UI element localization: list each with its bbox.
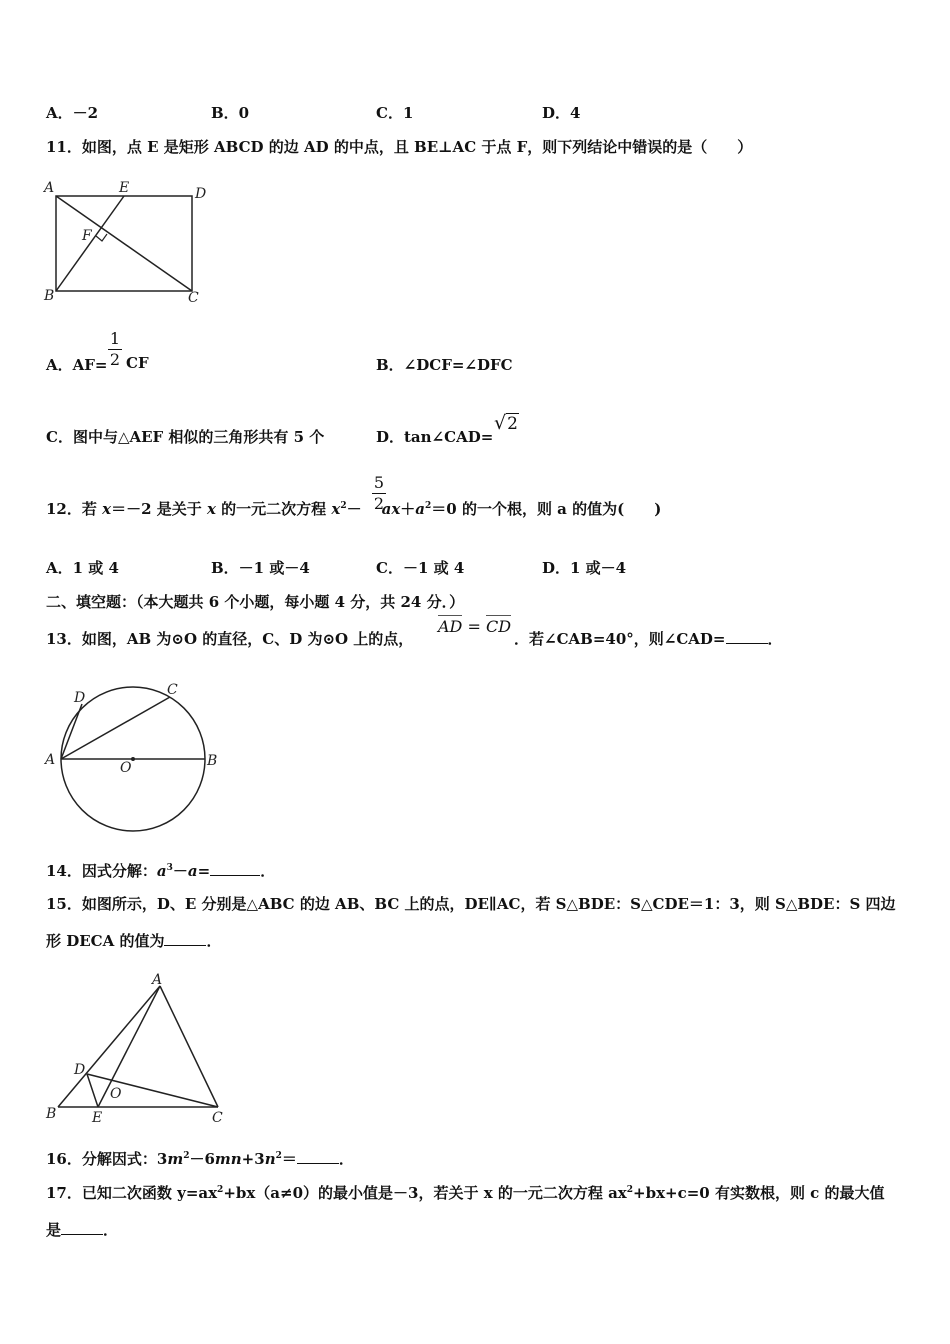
q15-label-d: D bbox=[74, 1062, 86, 1078]
q12-eq-sup: 2 bbox=[340, 501, 347, 511]
q11-label-c: C bbox=[188, 290, 199, 306]
q11-option-b: B．∠DCF=∠DFC bbox=[376, 356, 513, 374]
q16-mn: mn bbox=[214, 1150, 242, 1168]
q12-fraction-numerator: 5 bbox=[373, 473, 385, 492]
q12-eq-a: a bbox=[415, 500, 426, 518]
q12-eq-minus: － bbox=[346, 500, 362, 518]
q11-option-c: C．图中与△AEF 相似的三角形共有 5 个 bbox=[46, 428, 325, 446]
q13-figure-circle bbox=[42, 676, 226, 836]
q14-mid: － bbox=[172, 862, 188, 880]
q12-stem bbox=[46, 498, 661, 519]
q12-fraction-denominator: 2 bbox=[373, 494, 385, 513]
q13-stem-c: ． bbox=[767, 630, 783, 648]
q15-line-2-b: ． bbox=[206, 932, 222, 950]
q11-option-d-prefix: D．tan∠CAD= bbox=[376, 428, 494, 446]
q12-option-a: A．1 或 4 bbox=[46, 559, 119, 577]
q15-line-2 bbox=[46, 930, 221, 951]
q11-option-d-sqrt: √2 bbox=[494, 412, 518, 434]
q11-stem: 11．如图，点 E 是矩形 ABCD 的边 AD 的中点，且 BE⊥AC 于点 F，则下列结论中错误的是（ ） bbox=[46, 138, 753, 156]
q11-figure-rectangle bbox=[42, 176, 214, 306]
q15-answer-blank[interactable] bbox=[164, 931, 206, 946]
q16-mid1: －6 bbox=[189, 1150, 215, 1168]
q15-line-2-a: 形 DECA 的值为 bbox=[46, 932, 165, 950]
q17-line-1-c: +bx+c=0 有实数根，则 c 的最大值 bbox=[633, 1184, 885, 1202]
q13-label-d: D bbox=[74, 690, 86, 706]
q10-option-a: A．－2 bbox=[46, 104, 99, 122]
q14-question bbox=[46, 860, 275, 881]
q12-eq-plus: ＋ bbox=[400, 500, 416, 518]
q17-line-1 bbox=[46, 1182, 885, 1203]
q13-arc-ad: AD bbox=[438, 617, 463, 636]
q13-arc-eq: = bbox=[467, 617, 481, 636]
q14-sup: 3 bbox=[166, 863, 173, 873]
q16-answer-blank[interactable] bbox=[297, 1149, 339, 1164]
q16-end: ． bbox=[338, 1150, 354, 1168]
q12-fraction bbox=[372, 475, 386, 512]
q15-label-b: B bbox=[46, 1106, 57, 1122]
q12-stem-e: 的一元二次方程 bbox=[215, 500, 332, 518]
q10-option-c: C．1 bbox=[376, 104, 414, 122]
q15-line-1: 15．如图所示，D、E 分别是△ABC 的边 AB、BC 上的点，DE∥AC，若 S△BDE：S△CDE＝1：3，则 S△BDE：S 四边 bbox=[46, 895, 896, 913]
q15-label-a: A bbox=[152, 972, 163, 988]
q10-option-b: B．0 bbox=[211, 104, 250, 122]
q16-sup1: 2 bbox=[183, 1151, 190, 1161]
q17-line-1-b: +bx（a≠0）的最小值是－3，若关于 x 的一元二次方程 ax bbox=[223, 1184, 627, 1202]
q17-sup1: 2 bbox=[217, 1185, 224, 1195]
q16-sup2: 2 bbox=[275, 1151, 282, 1161]
q15-label-o: O bbox=[110, 1086, 122, 1102]
q12-eq-ax: ax bbox=[381, 500, 401, 518]
q17-line-2-b: ． bbox=[103, 1221, 119, 1239]
q13-stem-a: 13．如图，AB 为⊙O 的直径，C、D 为⊙O 上的点， bbox=[46, 630, 414, 648]
q15-label-e: E bbox=[92, 1110, 103, 1126]
q13-stem-b-text: ．若∠CAB=40°，则∠CAD= bbox=[514, 630, 726, 648]
q11-label-e: E bbox=[119, 180, 130, 196]
q14-eq: = bbox=[197, 862, 211, 880]
q11-option-a-fraction bbox=[108, 331, 122, 368]
q13-stem-b bbox=[514, 628, 783, 649]
q14-end: ． bbox=[260, 862, 276, 880]
q16-m: m bbox=[167, 1150, 184, 1168]
section-2-heading: 二、填空题：（本大题共 6 个小题，每小题 4 分，共 24 分．） bbox=[46, 593, 465, 611]
q14-a2: a bbox=[187, 862, 198, 880]
q16-question bbox=[46, 1148, 354, 1169]
q11-option-a-prefix: A．AF= bbox=[46, 356, 108, 374]
q11-fraction-numerator: 1 bbox=[109, 329, 121, 348]
q15-figure-triangle bbox=[42, 968, 228, 1128]
q16-eq: ＝ bbox=[281, 1150, 297, 1168]
q13-arc-cd: CD bbox=[485, 617, 512, 636]
q17-sup2: 2 bbox=[626, 1185, 634, 1195]
q12-stem-a: 12．若 bbox=[46, 500, 103, 518]
q14-answer-blank[interactable] bbox=[210, 861, 260, 876]
q17-line-2 bbox=[46, 1219, 118, 1240]
q15-label-c: C bbox=[212, 1110, 223, 1126]
q13-label-c: C bbox=[167, 682, 178, 698]
q11-sqrt-radicand: 2 bbox=[507, 414, 518, 434]
q11-option-a-suffix: CF bbox=[126, 354, 149, 372]
q12-stem-f: ＝0 的一个根，则 a 的值为( ) bbox=[431, 500, 662, 518]
q11-label-f: F bbox=[82, 228, 92, 244]
q12-var-x: x bbox=[102, 500, 112, 518]
q12-option-c: C．－1 或 4 bbox=[376, 559, 465, 577]
q14-a: a bbox=[156, 862, 167, 880]
q13-label-b: B bbox=[207, 753, 218, 769]
q11-label-d: D bbox=[195, 186, 207, 202]
q12-eq-x: x bbox=[331, 500, 341, 518]
q11-fraction-denominator: 2 bbox=[109, 350, 121, 369]
q12-option-d: D．1 或－4 bbox=[542, 559, 627, 577]
q14-prefix: 14．因式分解： bbox=[46, 862, 157, 880]
q11-label-b: B bbox=[44, 288, 55, 304]
q17-line-2-a: 是 bbox=[46, 1221, 62, 1239]
q11-label-a: A bbox=[44, 180, 55, 196]
q13-arc-equation bbox=[438, 617, 511, 636]
q16-prefix: 16．分解因式：3 bbox=[46, 1150, 168, 1168]
q13-answer-blank[interactable] bbox=[726, 629, 768, 644]
q10-option-d: D．4 bbox=[542, 104, 581, 122]
q17-line-1-a: 17．已知二次函数 y=ax bbox=[46, 1184, 218, 1202]
q12-stem-c: ＝－2 是关于 bbox=[111, 500, 207, 518]
q12-option-b: B．－1 或－4 bbox=[211, 559, 310, 577]
q12-var-x-2: x bbox=[206, 500, 216, 518]
q17-answer-blank[interactable] bbox=[61, 1220, 103, 1235]
q13-label-a: A bbox=[45, 752, 56, 768]
q12-eq-sup2: 2 bbox=[425, 501, 432, 511]
q13-label-o: O bbox=[120, 760, 132, 776]
q16-n: n bbox=[264, 1150, 276, 1168]
q16-mid2: +3 bbox=[241, 1150, 265, 1168]
